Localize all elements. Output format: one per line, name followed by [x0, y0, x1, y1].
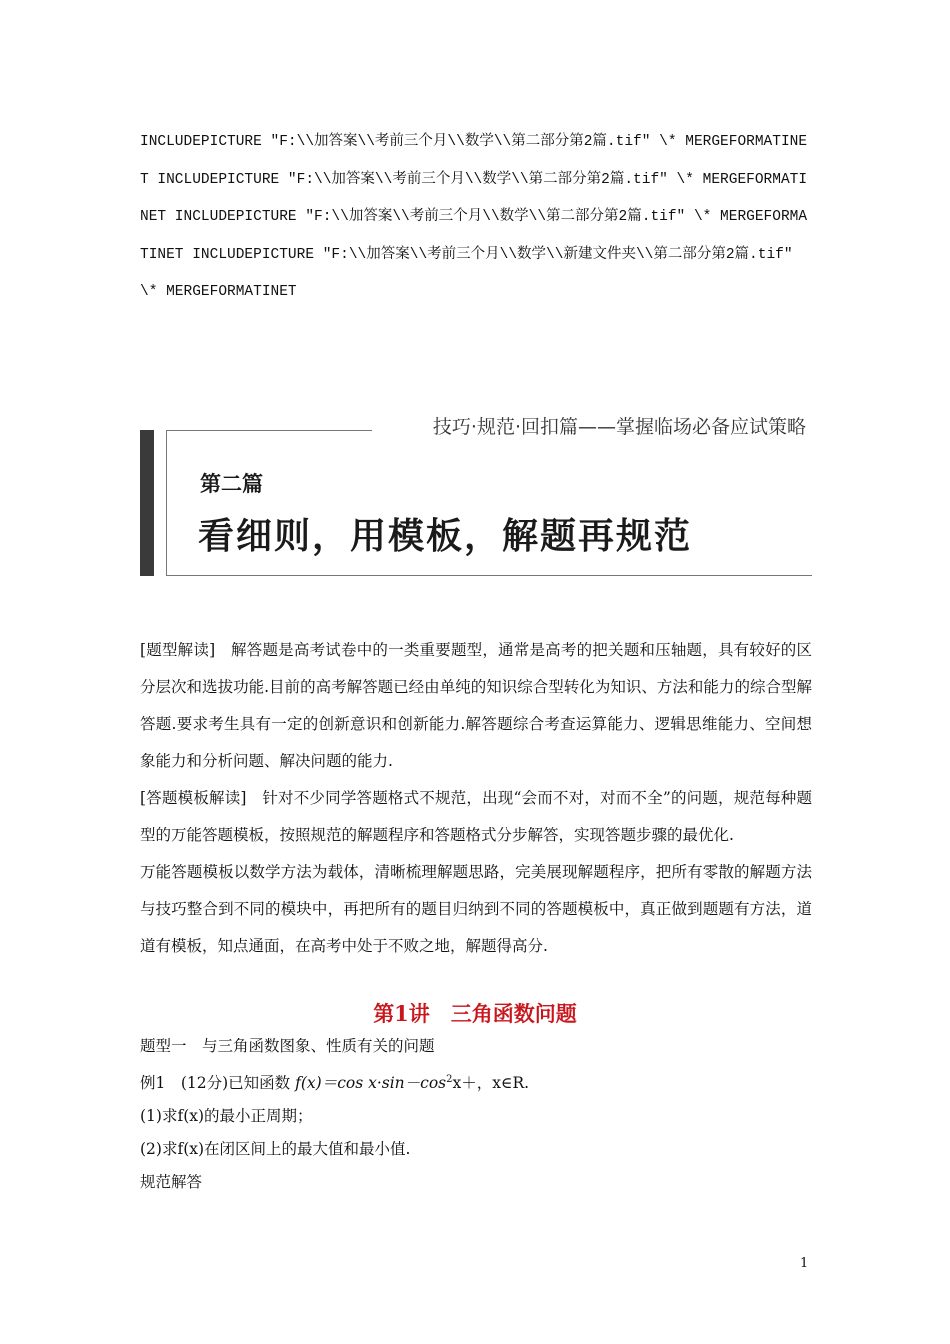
banner-title: 看细则，用模板，解题再规范 [198, 516, 693, 557]
answer-label: 规范解答 [140, 1173, 203, 1192]
field-code-text: INCLUDEPICTURE "F:\\加答案\\考前三个月\\数学\\第二部分第2篇.tif" \* MERGEFORMATINET INCLUDEPICTURE "F:\\加答案\\考前三个月\\数学\\第二部分第2篇.tif" \* MERGEFORMATINET INCLUDEPICTURE "F:\\加答案\\考前三个月\\数学\\第二部分第2篇.tif" \* MERGEFORMATINET INCLUDEPICTURE "F:\\加答案\\考前三个月\\数学\\新建文件夹\\第二部分第2篇.tif" \* MERGEFORMATINET [140, 134, 808, 300]
paragraph-template: [答题模板解读] 针对不少同学答题格式不规范，出现“会而不对，对而不全”的问题，规范每种题型的万能答题模板，按照规范的解题程序和答题格式分步解答，实现答题步骤的最优化. [140, 789, 812, 844]
page-number: 1 [800, 1256, 809, 1271]
example-section [140, 1030, 812, 1199]
banner-top-rule [166, 430, 372, 431]
lecture-title: 第1讲 三角函数问题 [373, 1001, 577, 1026]
example-function: f(x)＝cos x·sin－cos [295, 1074, 447, 1093]
example-exponent: 2 [446, 1074, 453, 1085]
intro-text [140, 632, 812, 965]
banner-left-rule [166, 430, 167, 576]
question-1: (1)求f(x)的最小正周期； [140, 1107, 313, 1126]
banner-subtitle: 技巧·规范·回扣篇——掌握临场必备应试策略 [432, 416, 806, 438]
paragraph-question-type: [题型解读] 解答题是高考试卷中的一类重要题型，通常是高考的把关题和压轴题，具有较好的区分层次和选拔功能.目前的高考解答题已经由单纯的知识综合型转化为知识、方法和能力的综合型解答题.要求考生具有一定的创新意识和创新能力.解答题综合考查运算能力、逻辑思维能力、空间想象能力和分析问题、解决问题的能力. [140, 641, 812, 770]
chapter-banner [140, 408, 812, 578]
paragraph-universal-template: 万能答题模板以数学方法为载体，清晰梳理解题思路，完美展现解题程序，把所有零散的解题方法与技巧整合到不同的模块中，再把所有的题目归纳到不同的答题模板中，真正做到题题有方法，道道有模板，知点通面，在高考中处于不败之地，解题得高分. [140, 863, 812, 955]
banner-bottom-rule [166, 575, 812, 576]
example-prefix: 例1 (12分)已知函数 [140, 1074, 291, 1093]
example-statement [140, 1063, 812, 1100]
banner-side-bar [140, 430, 154, 576]
example-rest: x＋，x∈R. [452, 1074, 530, 1093]
question-type-title: 题型一 与三角函数图象、性质有关的问题 [140, 1037, 435, 1055]
question-2: (2)求f(x)在闭区间上的最大值和最小值. [140, 1140, 411, 1159]
banner-part-label: 第二篇 [200, 472, 263, 496]
